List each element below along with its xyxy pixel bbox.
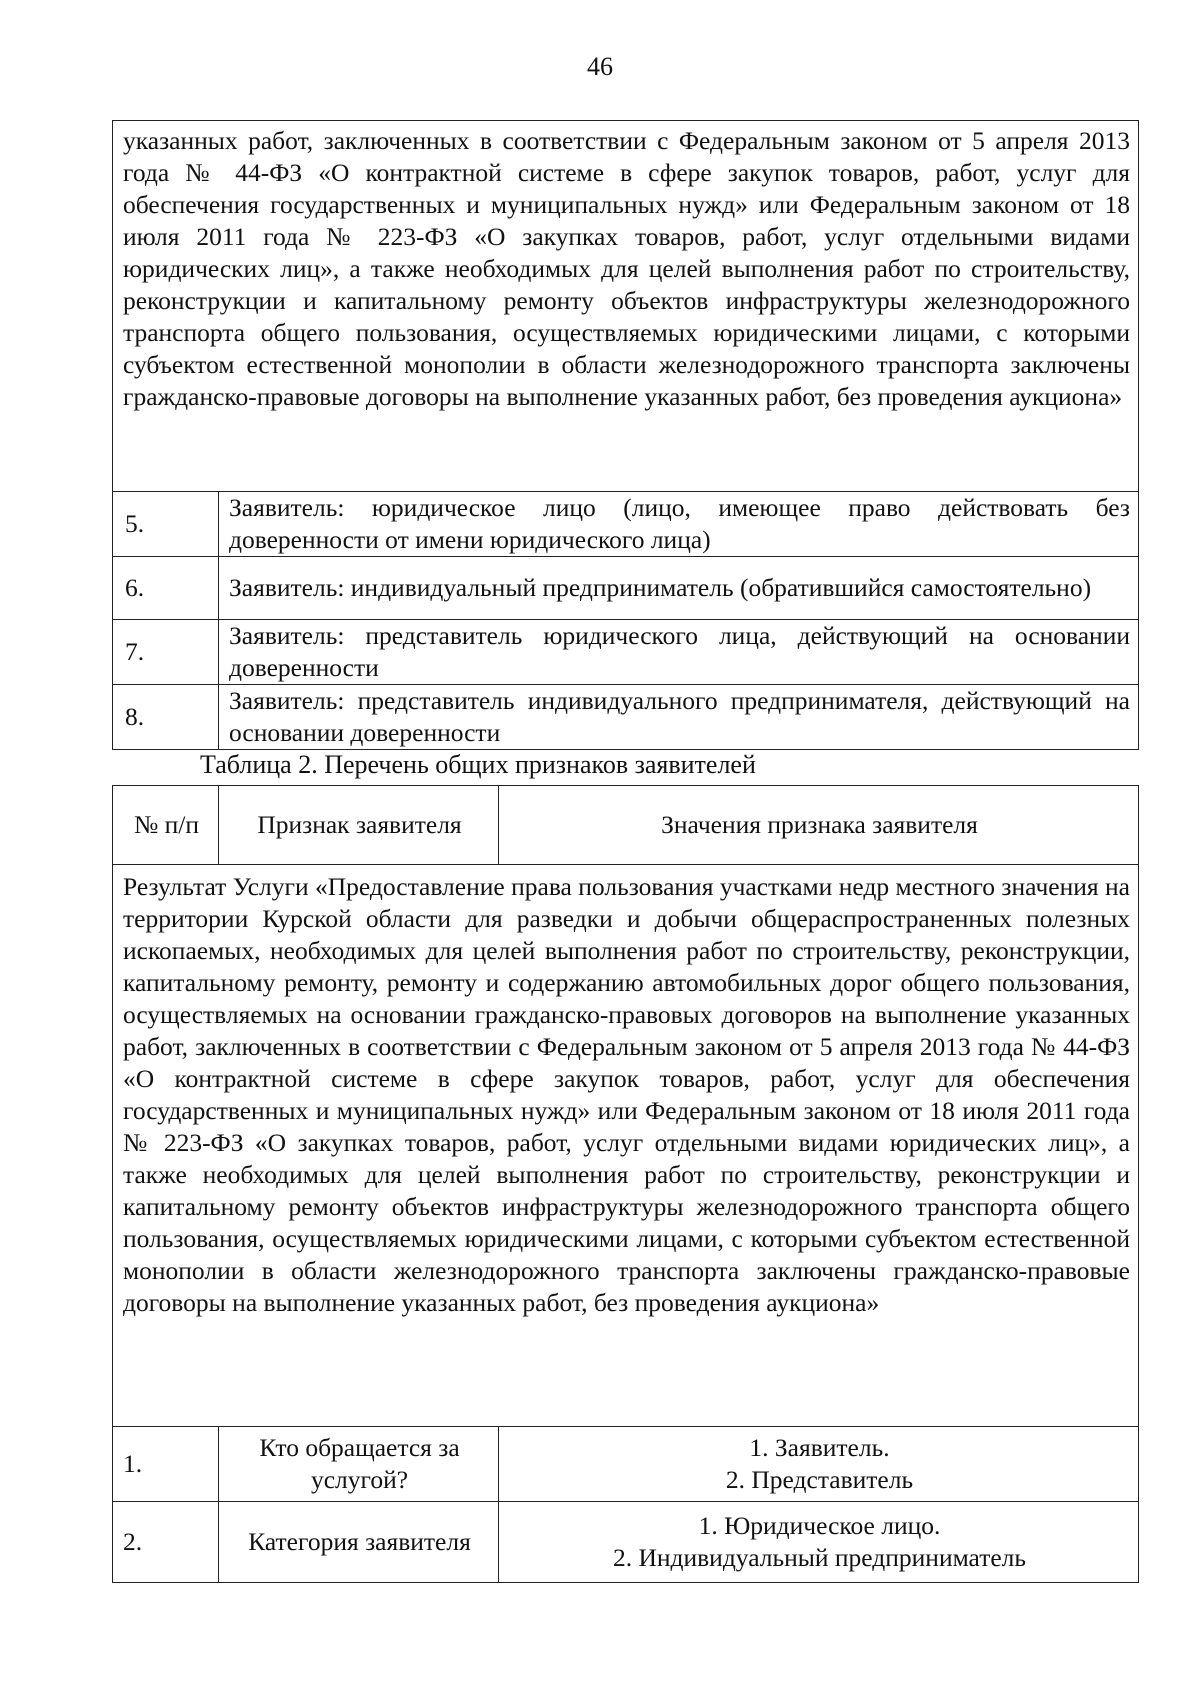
value-line: 2. Представитель: [725, 1465, 914, 1494]
row-text: Заявитель: представитель юридического лица, действующий на основании доверенности: [219, 620, 1139, 685]
row-text: Заявитель: представитель индивидуального предпринимателя, действующий на основании доверенности: [219, 685, 1139, 750]
row-values: [499, 1427, 1139, 1502]
table-row: [113, 557, 1139, 620]
header-values: Значения признака заявителя: [499, 786, 1139, 865]
table-header-row: [113, 786, 1139, 865]
table-row: [113, 492, 1139, 557]
row-attribute: Категория заявителя: [219, 1502, 499, 1583]
applicant-variants-table-continued: [112, 120, 1139, 750]
value-line: 1. Юридическое лицо.: [698, 1511, 941, 1540]
table-row: [113, 121, 1139, 492]
table-row: [113, 865, 1139, 1427]
row-number: 5.: [113, 492, 219, 557]
row-number: 8.: [113, 685, 219, 750]
row-number: 1.: [113, 1427, 219, 1502]
row-number: 6.: [113, 557, 219, 620]
row-text: Заявитель: юридическое лицо (лицо, имеющее право действовать без доверенности от имени юридического лица): [219, 492, 1139, 557]
continuation-cell: указанных работ, заключенных в соответствии с Федеральным законом от 5 апреля 2013 года № 44-ФЗ «О контрактной системе в сфере закупок товаров, работ, услуг для обеспечения государственных и муниципальных нужд» или Федеральным законом от 18 июля 2011 года № 223-ФЗ «О закупках товаров, работ, услуг отдельными видами юридических лиц», а также необходимых для целей выполнения работ по строительству, реконструкции и капитальному ремонту объектов инфраструктуры железнодорожного транспорта общего пользования, осуществляемых юридическими лицами, с которыми субъектом естественной монополии в области железнодорожного транспорта заключены гражданско-правовые договоры на выполнение указанных работ, без проведения аукциона»: [113, 121, 1139, 492]
table-row: [113, 685, 1139, 750]
applicant-attributes-table: [112, 785, 1139, 1583]
row-attribute: Кто обращается за услугой?: [219, 1427, 499, 1502]
row-number: 2.: [113, 1502, 219, 1583]
header-attribute: Признак заявителя: [219, 786, 499, 865]
table-row: [113, 620, 1139, 685]
service-result-cell: Результат Услуги «Предоставление права пользования участками недр местного значения на территории Курской области для разведки и добычи общераспространенных полезных ископаемых, необходимых для целей выполнения работ по строительству, реконструкции, капитальному ремонту, ремонту и содержанию автомобильных дорог общего пользования, осуществляемых на основании гражданско-правовых договоров на выполнение указанных работ, заключенных в соответствии с Федеральным законом от 5 апреля 2013 года № 44-ФЗ «О контрактной системе в сфере закупок товаров, работ, услуг для обеспечения государственных и муниципальных нужд» или Федеральным законом от 18 июля 2011 года № 223-ФЗ «О закупках товаров, работ, услуг отдельными видами юридических лиц», а также необходимых для целей выполнения работ по строительству, реконструкции и капитальному ремонту объектов инфраструктуры железнодорожного транспорта общего пользования, осуществляемых юридическими лицами, с которыми субъектом естественной монополии в области железнодорожного транспорта заключены гражданско-правовые договоры на выполнение указанных работ, без проведения аукциона»: [113, 865, 1139, 1427]
page-number: 46: [587, 52, 613, 81]
row-values: [499, 1502, 1139, 1583]
table-row: [113, 1502, 1139, 1583]
header-number: № п/п: [113, 786, 219, 865]
value-line: 1. Заявитель.: [749, 1433, 890, 1462]
row-text: Заявитель: индивидуальный предприниматель (обратившийся самостоятельно): [219, 557, 1139, 620]
row-number: 7.: [113, 620, 219, 685]
table-row: [113, 1427, 1139, 1502]
table-caption: Таблица 2. Перечень общих признаков заявителей: [200, 750, 756, 779]
value-line: 2. Индивидуальный предприниматель: [612, 1543, 1027, 1572]
